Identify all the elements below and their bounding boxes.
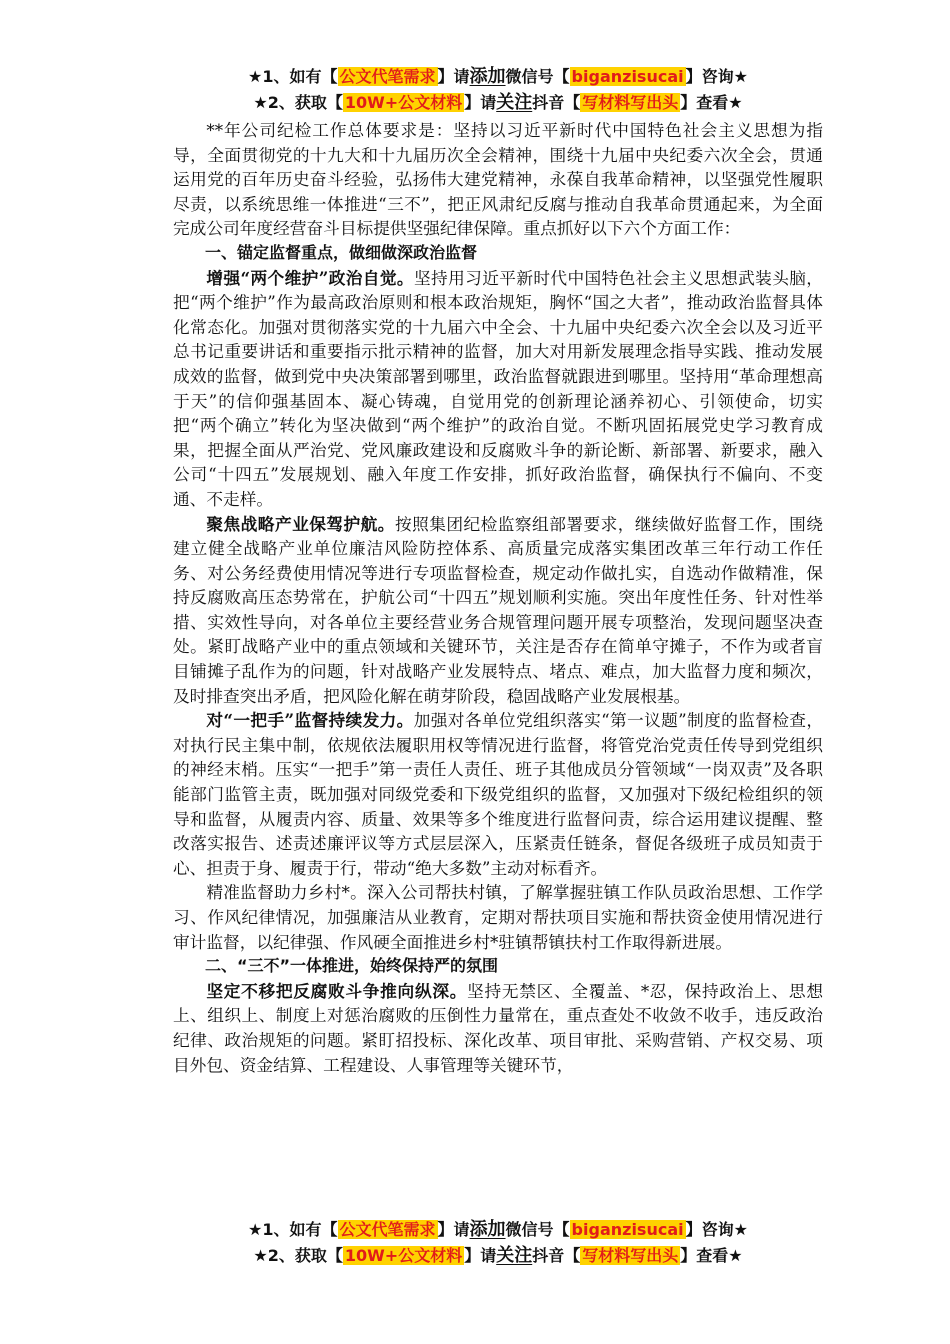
- paragraph-lead: 增强“两个维护”政治自觉。: [206, 267, 414, 288]
- paragraph: [173, 880, 823, 954]
- paragraph: [173, 708, 823, 880]
- paragraph-lead: 对“一把手”监督持续发力。: [206, 710, 414, 731]
- douyin-id-highlight: 写材料写出头: [582, 1246, 679, 1265]
- promo-text: 】请: [437, 67, 470, 86]
- document-body: [173, 118, 823, 1077]
- promo-highlight: 10W+公文材料: [344, 1246, 463, 1265]
- promo-text: 抖音【: [532, 1246, 581, 1265]
- promo-text: 】咨询★: [685, 1220, 748, 1239]
- promo-text: 】咨询★: [685, 67, 748, 86]
- paragraph-text: 加强对各单位党组织落实“第一议题”制度的监督检查，对执行民主集中制，依规依法履职用权等情况进行监督，将管党治党责任传导到党组织的神经末梢。压实“一把手”第一责任人责任、班子其他成员分管领域“一岗双责”及各职能部门监管主责，既加强对同级党委和下级党组织的监督，又加强对下级纪检组织的领导和监督，从履责内容、质量、效果等多个维度进行监督问责，综合运用建议提醒、整改落实报告、述责述廉评议等方式层层深入，压紧责任链条，督促各级班子成员知责于心、担责于身、履责于行，带动“绝大多数”主动对标看齐。: [173, 710, 824, 878]
- document-page: [173, 64, 823, 1077]
- promo-text: ★1、如有【: [248, 67, 338, 86]
- paragraph-text: 坚持无禁区、全覆盖、*忍，保持政治上、思想上、组织上、制度上对惩治腐败的压倒性力量常在，重点查处不收敛不收手，违反政治纪律、政治规矩的问题。紧盯招投标、深化改革、项目审批、采购营销、产权交易、项目外包、资金结算、工程建设、人事管理等关键环节，: [173, 980, 824, 1075]
- promo-text: ★1、如有【: [248, 1220, 338, 1239]
- paragraph: [173, 512, 823, 709]
- promo-text: 微信号【: [505, 1220, 570, 1239]
- paragraph: [173, 266, 823, 512]
- promo-emphasis: 关注: [496, 1245, 533, 1266]
- paragraph-text: 按照集团纪检监察组部署要求，继续做好监督工作，围绕建立健全战略产业单位廉洁风险防控体系、高质量完成落实集团改革三年行动工作任务、对公务经费使用情况等进行专项监督检查，规定动作做扎实，自选动作做精准，保持反腐败高压态势常在，护航公司“十四五”规划顺利实施。突出年度性任务、针对性举措、实效性导向，对各单位主要经营业务合规管理问题开展专项整治，发现问题坚决查处。紧盯战略产业中的重点领域和关键环节，关注是否存在简单守摊子，不作为或者盲目铺摊子乱作为的问题，针对战略产业发展特点、堵点、难点，加大监督力度和频次，及时排查突出矛盾，把风险化解在萌芽阶段，稳固战略产业发展根基。: [173, 513, 823, 706]
- promo-emphasis: 关注: [496, 92, 533, 113]
- promo-text: 】查看★: [680, 1246, 743, 1265]
- douyin-id-highlight: 写材料写出头: [582, 93, 679, 112]
- promo-text: 微信号【: [505, 67, 570, 86]
- promo-line-1: [173, 1217, 823, 1243]
- promo-text: 】请: [464, 93, 497, 112]
- promo-text: 】请: [464, 1246, 497, 1265]
- promo-highlight: 公文代笔需求: [339, 1220, 436, 1239]
- promo-highlight: 公文代笔需求: [339, 67, 436, 86]
- paragraph: [173, 979, 823, 1077]
- paragraph-text: 精准监督助力乡村*。深入公司帮扶村镇，了解掌握驻镇工作队员政治思想、工作学习、作风纪律情况，加强廉洁从业教育，定期对帮扶项目实施和帮扶资金使用情况进行审计监督，以纪律强、作风硬全面推进乡村*驻镇帮镇扶村工作取得新进展。: [173, 882, 823, 952]
- wechat-id-highlight: biganzisucai: [571, 1220, 684, 1239]
- wechat-id-highlight: biganzisucai: [571, 67, 684, 86]
- paragraph-lead: 聚焦战略产业保驾护航。: [206, 513, 395, 534]
- promo-text: ★2、获取【: [253, 1246, 343, 1265]
- paragraph-lead: 坚定不移把反腐败斗争推向纵深。: [206, 980, 468, 1001]
- promo-line-2: [173, 1243, 823, 1269]
- paragraph-text: 坚持用习近平新时代中国特色社会主义思想武装头脑，把“两个维护”作为最高政治原则和根本政治规矩，胸怀“国之大者”，推动政治监督具体化常态化。加强对贯彻落实党的十九届六中全会、十九届中央纪委六次全会以及习近平总书记重要讲话和重要指示批示精神的监督，加大对用新发展理念指导实践、推动发展成效的监督，做到党中央决策部署到哪里，政治监督就跟进到哪里。坚持用“革命理想高于天”的信仰强基固本、凝心铸魂，自觉用党的创新理论涵养初心、引领使命，切实把“两个确立”转化为坚决做到“两个维护”的政治自觉。不断巩固拓展党史学习教育成果，把握全面从严治党、党风廉政建设和反腐败斗争的新论断、新部署、新要求，融入公司“十四五”发展规划、融入年度工作安排，抓好政治监督，确保执行不偏向、不变通、不走样。: [173, 267, 823, 509]
- promo-banner-bottom: [173, 1217, 823, 1269]
- promo-highlight: 10W+公文材料: [344, 93, 463, 112]
- intro-paragraph: **年公司纪检工作总体要求是：坚持以习近平新时代中国特色社会主义思想为指导，全面贯彻党的十九大和十九届历次全会精神，围绕十九届中央纪委六次全会，贯通运用党的百年历史奋斗经验，弘扬伟大建党精神，永葆自我革命精神，以坚强党性履职尽责，以系统思维一体推进“三不”，把正风肃纪反腐与推动自我革命贯通起来，为全面完成公司年度经营奋斗目标提供坚强纪律保障。重点抓好以下六个方面工作：: [173, 120, 823, 239]
- promo-text: 抖音【: [532, 93, 581, 112]
- promo-emphasis: 添加: [469, 1219, 506, 1240]
- promo-text: 】查看★: [680, 93, 743, 112]
- promo-line-1: [173, 64, 823, 90]
- promo-text: 】请: [437, 1220, 470, 1239]
- promo-emphasis: 添加: [469, 66, 506, 87]
- promo-banner-top: [173, 64, 823, 116]
- section-heading-2: 二、“三不”一体推进，始终保持严的氛围: [205, 956, 499, 976]
- promo-text: ★2、获取【: [253, 93, 343, 112]
- section-heading-1: 一、锚定监督重点，做细做深政治监督: [205, 242, 478, 262]
- promo-line-2: [173, 90, 823, 116]
